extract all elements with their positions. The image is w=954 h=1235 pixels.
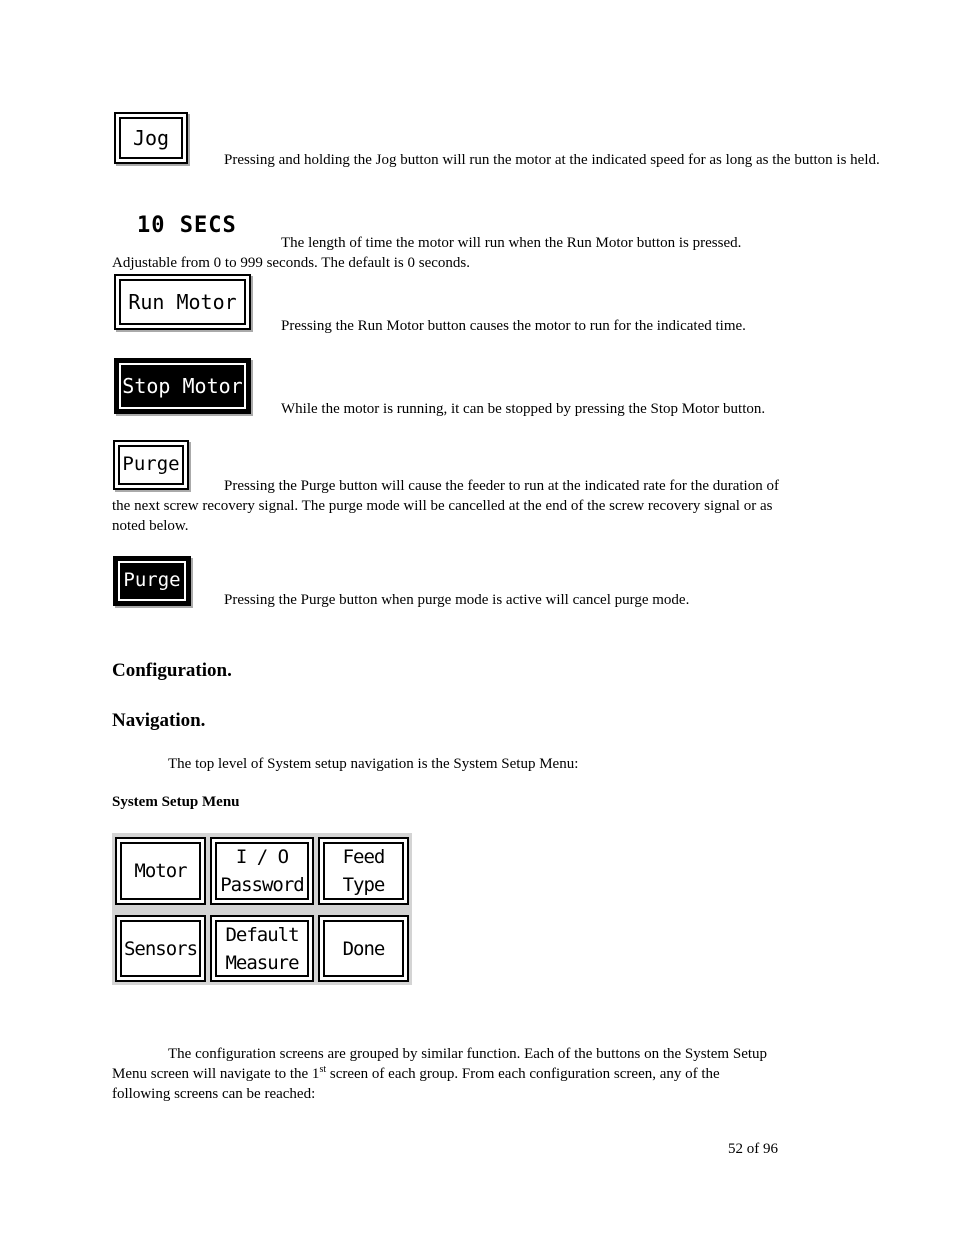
purge-active-description: Pressing the Purge button when purge mode is active will cancel purge mode. [224, 592, 690, 608]
purge-button[interactable] [113, 440, 189, 490]
run-motor-button-label: Run Motor [128, 289, 237, 314]
purge-description-line1: Pressing the Purge button will cause the feeder to run at the indicated rate for the duration of [224, 478, 779, 494]
purge-button-label: Purge [122, 453, 180, 476]
closing-line1: The configuration screens are grouped by similar function. Each of the buttons on the System Setup [168, 1046, 768, 1062]
feed-menu-label-line1: Feed [342, 846, 385, 868]
default-menu-label-line2: Measure [225, 951, 299, 974]
run-motor-description: Pressing the Run Motor button causes the motor to run for the indicated time. [281, 318, 746, 334]
sensors-menu-button[interactable] [115, 915, 206, 982]
page-number: 52 of 96 [728, 1141, 778, 1157]
purge-active-button-label: Purge [123, 569, 181, 592]
run-time-description-line2: Adjustable from 0 to 999 seconds. The default is 0 seconds. [112, 255, 470, 271]
done-menu-button[interactable] [318, 915, 409, 982]
purge-active-button[interactable] [113, 556, 191, 606]
feed-menu-label-line2: Type [342, 874, 385, 896]
stop-motor-button-label: Stop Motor [122, 373, 243, 398]
purge-description-line2: the next screw recovery signal. The purge mode will be cancelled at the end of the screw recovery signal or as [112, 498, 773, 514]
run-time-description-line1: The length of time the motor will run when the Run Motor button is pressed. [281, 235, 742, 251]
closing-line3: following screens can be reached: [112, 1086, 316, 1102]
io-menu-label-line1: I / O [235, 846, 289, 868]
motor-menu-button[interactable] [115, 837, 206, 905]
configuration-heading: Configuration. [112, 660, 232, 681]
closing-line2-pre: Menu screen will navigate to the 1 [112, 1066, 320, 1082]
motor-menu-label: Motor [134, 860, 187, 882]
stop-motor-button[interactable] [114, 358, 251, 414]
default-menu-label-line1: Default [225, 923, 299, 946]
stop-motor-description: While the motor is running, it can be stopped by pressing the Stop Motor button. [281, 401, 766, 417]
feed-type-menu-button[interactable] [318, 837, 409, 905]
jog-description: Pressing and holding the Jog button will run the motor at the indicated speed for as long as the button is held. [224, 152, 880, 168]
purge-description-line3: noted below. [112, 518, 189, 534]
closing-line2-sup: st [319, 1064, 327, 1075]
closing-line2 [112, 1064, 720, 1084]
done-menu-label: Done [342, 937, 385, 960]
run-time-display[interactable]: 10 SECS [137, 213, 237, 238]
io-password-menu-button[interactable] [210, 837, 314, 905]
default-measure-menu-button[interactable] [210, 915, 314, 982]
system-setup-menu [112, 833, 412, 985]
menu-title: System Setup Menu [112, 794, 240, 810]
closing-line2-post: screen of each group. From each configuration screen, any of the [326, 1066, 720, 1082]
sensors-menu-label: Sensors [123, 937, 198, 960]
jog-button-label: Jog [132, 125, 170, 150]
navigation-heading: Navigation. [112, 710, 206, 731]
run-motor-button[interactable] [114, 274, 251, 330]
io-menu-label-line2: Password [220, 874, 304, 896]
navigation-text: The top level of System setup navigation is the System Setup Menu: [168, 756, 579, 772]
